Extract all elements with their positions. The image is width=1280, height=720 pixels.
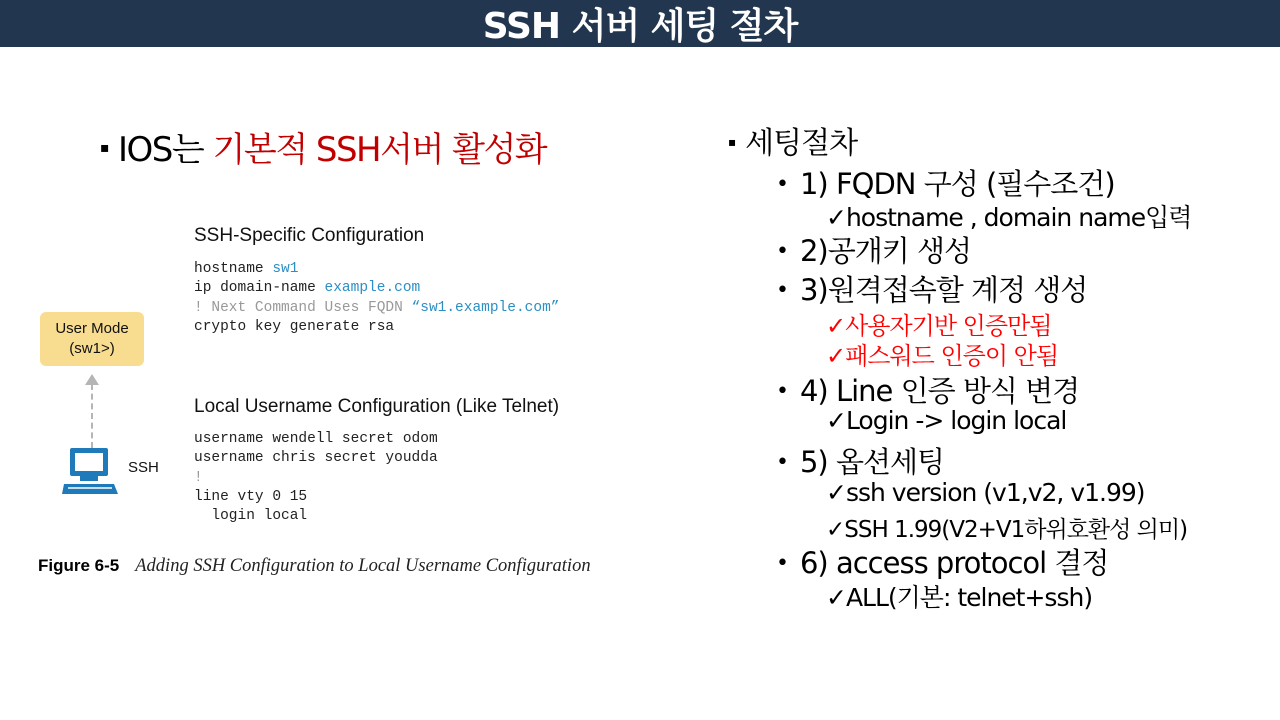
code-line: ! bbox=[194, 469, 203, 486]
step-subitem: ✓Login -> login local bbox=[826, 406, 1067, 435]
code-comment: ! Next Command Uses FQDN “sw1.example.com” bbox=[194, 299, 560, 316]
step-item: • 3)원격접속할 계정 생성 bbox=[776, 273, 1088, 307]
local-config-title: Local Username Configuration (Like Telnet) bbox=[194, 396, 560, 417]
code-line: login local bbox=[194, 508, 308, 525]
user-mode-prompt: (sw1>) bbox=[69, 340, 115, 357]
code-line: ip domain-name example.com bbox=[194, 280, 421, 297]
steps-heading: ▪ 세팅절차 bbox=[728, 126, 858, 161]
step-subitem: ✓ssh version (v1,v2, v1.99) bbox=[826, 478, 1145, 507]
computer-terminal-icon bbox=[62, 446, 118, 496]
left-heading-highlight: 기본적 SSH서버 활성화 bbox=[212, 130, 547, 170]
step-subitem-warning: ✓패스워드 인증이 안됨 bbox=[826, 342, 1059, 370]
step-item: • 6) access protocol 결정 bbox=[776, 546, 1109, 580]
slide-title: SSH 서버 세팅 절차 bbox=[482, 6, 798, 47]
code-line: username chris secret youdda bbox=[194, 450, 438, 467]
user-mode-box bbox=[40, 312, 144, 366]
code-line: crypto key generate rsa bbox=[194, 318, 395, 335]
code-line: hostname sw1 bbox=[194, 261, 299, 277]
step-item: • 4) Line 인증 방식 변경 bbox=[776, 374, 1080, 408]
step-item: • 5) 옵션세팅 bbox=[776, 445, 945, 479]
step-subitem-warning: ✓사용자기반 인증만됨 bbox=[826, 312, 1052, 340]
square-bullet: ▪ bbox=[100, 139, 108, 156]
ssh-config-title: SSH-Specific Configuration bbox=[194, 225, 425, 246]
step-item: • 2)공개키 생성 bbox=[776, 234, 972, 268]
code-line: username wendell secret odom bbox=[194, 431, 438, 447]
user-mode-label: User Mode bbox=[55, 320, 129, 337]
step-subitem: ✓SSH 1.99(V2+V1하위호환성 의미) bbox=[826, 517, 1188, 543]
slide-title-bar bbox=[0, 0, 1280, 47]
step-subitem: ✓hostname , domain name입력 bbox=[826, 203, 1192, 232]
dashed-connector bbox=[91, 384, 93, 448]
caption-label: Figure 6-5 bbox=[38, 556, 120, 575]
caption-text: Adding SSH Configuration to Local Username Configuration bbox=[135, 556, 591, 576]
square-bullet: ▪ bbox=[728, 135, 736, 149]
local-config-code bbox=[194, 430, 438, 526]
ssh-config-code bbox=[194, 260, 559, 337]
step-subitem: ✓ALL(기본: telnet+ssh) bbox=[826, 583, 1093, 612]
code-line: line vty 0 15 bbox=[194, 488, 308, 505]
left-heading-prefix: IOS는 bbox=[118, 130, 213, 170]
step-item: • 1) FQDN 구성 (필수조건) bbox=[776, 167, 1115, 201]
ssh-label: SSH bbox=[128, 459, 159, 476]
figure-caption bbox=[38, 556, 591, 577]
left-heading bbox=[100, 122, 546, 171]
